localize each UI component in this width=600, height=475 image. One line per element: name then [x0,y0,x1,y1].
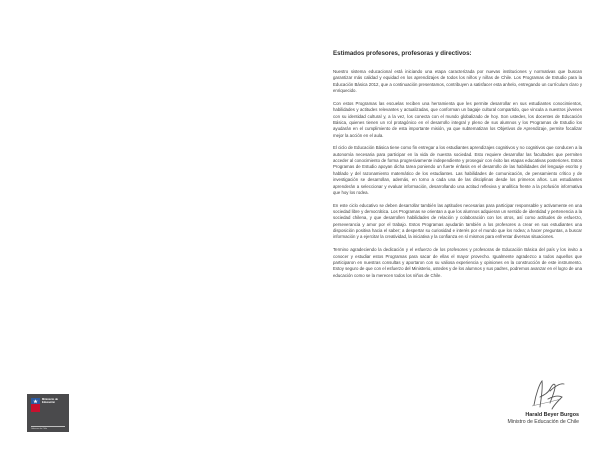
paragraph-1: Nuestro sistema educacional está iniciando una etapa caracterizada por nuevas instituciones y normativas que buscan garantizar más calidad y equidad en los aprendizajes de todos los niños y niñas de Chile. Los Programas de Estudio para la Educación Básica 2012, que a continuación presentamos, contribuyen a satisfacer esta anhelo, entregando un currículum claro y enriquecido. [333,69,582,94]
paragraph-3: El ciclo de Educación Básica tiene como fin entregar a los estudiantes aprendizajes cognitivos y no cognitivos que conducen a la autonomía necesaria para participar en la vida de nuestra sociedad. Esto requiere desarrollar las facultades que permiten acceder al conocimiento de forma progresivamente independiente y proseguir con éxito las etapas educativas posteriores. Estos Programas de Estudio apoyan dicha tarea poniendo un fuerte énfasis en el desarrollo de las habilidades del lenguaje escrito y hablado y del razonamiento matemático de los estudiantes. Las habilidades de comunicación, de pensamiento crítico y de investigación se desarrollan, además, en torno a cada una de las disciplinas desde los primeros años. Los estudiantes aprenderán a seleccionar y evaluar información, desarrollando una actitud reflexiva y analítica frente a la profusión informativa que hoy los rodea. [333,145,582,195]
ministry-logo [27,394,69,432]
signer-name: Harald Beyer Burgos [525,412,579,418]
signer-block [507,412,579,426]
signer-role: Ministro de Educación de Chile [507,419,579,425]
letter-body [333,50,582,285]
logo-divider [31,426,65,427]
paragraph-2: Con estos Programas las escuelas reciben una herramienta que les permite desarrollar en sus estudiantes conocimientos, habilidades y actitudes relevantes y actualizadas, que conforman un bagaje cultural compartido, que vincula a nuestros jóvenes con su identidad cultural y, a la vez, los conecta con el mundo globalizado de hoy. Son ustedes, los docentes de Educación Básica, quienes tienen un rol protagónico en el desarrollo integral y pleno de sus alumnos y los Programas de Estudio los ayudarán en el cumplimiento de esta importante misión, ya que subtematizan los Objetivos de Aprendizaje, permite focalizar mejor la acción en el aula. [333,100,582,138]
coat-of-arms-icon [31,398,40,412]
salutation: Estimados profesores, profesoras y directivos: [333,50,472,57]
logo-line-1: Ministerio de [42,398,58,401]
logo-footer: Gobierno de Chile [31,428,48,430]
paragraph-4: En este ciclo educativo se deben desarrollar también las aptitudes necesarias para participar responsable y activamente en una sociedad libre y democrática. Los Programas se orientan a que los alumnos adquieran un sentido de identidad y pertenencia a la sociedad chilena, y que desarrollen habilidades de relación y colaboración con los otros, así como actitudes de esfuerzo, perseverancia y amor por el trabajo. Estos Programas ayudarán también a los profesores a crear en sus estudiantes una disposición positiva hacia el saber; a despertar su curiosidad e interés por el mundo que los rodea; a hacer preguntas, a buscar información y a ejercitar la creatividad, la iniciativa y la confianza en sí mismos para enfrentar diversas situaciones. [333,202,582,240]
handwritten-signature [528,375,568,413]
paragraph-5: Termino agradeciendo la dedicación y el esfuerzo de los profesores y profesoras de Educación Básica del país y los invito a conocer y estudiar estos Programas para sacar de ellas el mayor provecho. Igualmente agradezco a todos aquellos que participaron en nuestras consultas y aportaron con su valiosa experiencia y opiniones en la construcción de este instrumento. Estoy seguro de que con el esfuerzo del Ministerio, ustedes y de los alumnos y sus padres, podremos avanzar en el logro de una educación como se la merecen todos los niños de Chile. [333,247,582,278]
logo-line-2: Educación [42,401,56,405]
logo-text [42,398,58,404]
